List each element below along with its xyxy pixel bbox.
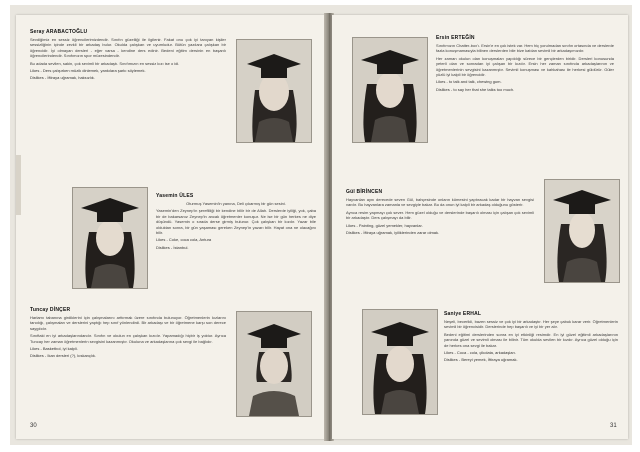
student-photo xyxy=(236,311,312,417)
graduate-portrait-image xyxy=(545,180,619,282)
student-dislikes: Dislikes - Ikan dersleri (?), kıskançlık. xyxy=(30,353,97,359)
graduate-portrait-image xyxy=(73,188,147,288)
student-name: Yasemin ÜLES xyxy=(156,193,194,199)
student-photo xyxy=(352,37,428,143)
graduate-portrait-image xyxy=(237,312,311,416)
student-likes: Likes - Basketbol, iyi kalpli. xyxy=(30,346,78,352)
student-dislikes: Dislikes - İftiraya uğramak, haksızlık. xyxy=(30,75,95,81)
page-number: 31 xyxy=(610,423,617,429)
student-photo xyxy=(236,39,312,143)
student-likes: Likes - to talk and talk, chewing gum. xyxy=(436,79,502,85)
student-bio: Sevdiğimiz en sessiz öğrencilerimizdendir. Sınıfın güzelliği ile ilgilenir. Fakat onu çok iyi tanıyan kişiler sessizliğinin içinde zevkli bir arkadaş bulur. Okulda çalışkan ve uyumludur. Bütün yazılara çalışkan bir öğrencidir. İyi olmayan dersleri - eğer varsa - kendine ders edinir. Bedeni eğitim dersinin en başarılı öğrencilerindendir. Sınıfımızın spor müzesindendir. xyxy=(30,37,226,59)
student-name: Ersin ERTEĞİN xyxy=(436,35,475,41)
student-bio: Her zaman okulun olan konuşmaları yapıldığı sürece bir gençlerden biridir. Dersleri konusunda yeterli olan ve sonradan iyi çalışan bir kızdır. Ersin her zaman sınıfında arkadaşlarının ve öğretmenlerinin sevgisini kazanmıştır. Sevimli konuşması ve kahkahası ile herkesi güldürür. Güler yüzlü iyi kalpli bir öğrencidir. xyxy=(436,55,614,78)
student-bio: Bu adada sevilen, sakin, çok sevimli bir arkadaştı. Sınıfımızın en sessiz kızı ise o idi. xyxy=(30,60,180,66)
right-page xyxy=(332,15,628,439)
student-likes: Likes - Coca - cola, çikolata, arkadaşları. xyxy=(444,350,517,356)
student-photo xyxy=(362,309,438,415)
student-name: Seray ARABACTOĞLU xyxy=(30,29,88,35)
student-bio: Neşeli, becerikli, bazen sessiz ve çok iyi bir arkadaştır. Her şeye çabuk karar verir. Öğretmenlerin sevimli bir öğrencisidir. Derslerinde hep başarılı ve iyi bir yer alır. xyxy=(444,319,618,330)
student-bio: Ayrıca resim yapmayı çok sever. Hem güzel olduğu ve derslerinde başarılı olması için çalışan çok sevimli bir arkadaştır. Ders çalışmayı da bilir. xyxy=(346,209,534,221)
student-bio: Sınıfımızın Chatter-box'ı. Ersin'e en çok istek var. Hem hiç yorulmadan sınıfın ortasında ve derslerde fazla konuşmamasıyla bilinen derslerden bile bize katılan sevimli bir arkadaşımızdır. xyxy=(436,43,614,54)
student-entry xyxy=(346,189,534,235)
yearbook-spread xyxy=(10,5,632,445)
student-bio: Yasemin'den Zeynep'in şerefliliği bir kendine biliir bir de Allah. Derslerde iyiliği, yok, çaba bir de bakarsanız Zeynep'in ancak öğretmenler konuşur. Ne ise bir gün herkes ne diye düşündü. Yasemin o sırada derse girmiş bulunur. Çok çalışkan bir kızdır. Yazar bile olduktan sonra, bir gün yaşaması gereken Zeynep'in yazarı bilir. Hayat ona ne olacağını bilir. xyxy=(156,208,316,236)
graduate-portrait-image xyxy=(353,38,427,142)
student-dislikes: Dislikes - İstanbul. xyxy=(156,244,189,250)
student-bio: Sınıftaki en iyi arkadaşlarındandır. Sınıfın ve okulun en çalışkan kızıdır. Yapamadığı hiçbir iş yoktur. Ayrıca Tuncay her zaman öğretmenlerin sevgisini kazanmıştır. Okuluna ve arkadaşlarına çok sevgi ile bağlıdır. xyxy=(30,333,226,344)
student-entry xyxy=(156,193,316,250)
student-bio: Harlamı tabanına girdiklerini için çalışmalarını arttırmak üzere sınıfında bulunuyor. Öğretmenlerin kızlarını tanıdığı, çalışmaları ve derslerini yaptığı hep sınıf yönlendirdi. Bir arkadaşı ve bir öğretmene karşı son derece saygılıdır. xyxy=(30,315,226,331)
student-bio: Hayvanları aynı derecede seven Gül, bahçesinde onların kümesini yaptıracak kadar bir hayvan sevgisi vardır. Bu hayvanlara zamanla ve sevgiyle bakar. Bu da onun iyi kalpli bir arkadaş olduğunu gösterir. xyxy=(346,197,534,208)
graduate-portrait-image xyxy=(363,310,437,414)
page-edge-shadow xyxy=(16,155,21,215)
student-entry xyxy=(30,307,226,358)
student-name: Saniye ERHAL xyxy=(444,311,482,317)
student-likes: Likes - Ders çalışırken müzik dinlemek, yankılara şarkı söylemek. xyxy=(30,68,146,74)
student-likes: Likes - Coke, coca cola, Antura xyxy=(156,237,212,243)
student-likes: Likes - Painting, güzel yemekler, hayvanlar. xyxy=(346,222,423,228)
student-name: Gül BİRİNCEN xyxy=(346,189,383,195)
student-entry xyxy=(444,311,618,362)
student-bio: Bedeni eğitimi derslerinden sonra en iyi etkinliği resimdir. En iyi güzel eğitimli arkadaşlarının yanında güzel ve sevimli olması ile bilinir. Tüm okulda sevilen bir kızdır. Ayrıca güzel olduğu için de herkes ona sevgi ile bakar. xyxy=(444,331,618,348)
student-dislikes: Dislikes - to say her that she talks too much. xyxy=(436,86,515,92)
student-entry xyxy=(436,35,614,92)
student-photo xyxy=(544,179,620,283)
left-page xyxy=(16,15,326,439)
student-photo xyxy=(72,187,148,289)
student-dislikes: Dislikes - Bereyi yemek, İftiraya uğramak. xyxy=(444,357,518,363)
page-number: 30 xyxy=(30,423,37,429)
student-poem: Oturmuş Yasemin'in yanına, Deli çıkarmış bir gün sesini. xyxy=(186,201,286,206)
student-dislikes: Dislikes - İftiraya uğramak, iyiliklerinden zarar olmak. xyxy=(346,229,440,235)
student-name: Tuncay DİNÇER xyxy=(30,307,71,313)
student-entry xyxy=(30,29,226,80)
graduate-portrait-image xyxy=(237,40,311,142)
